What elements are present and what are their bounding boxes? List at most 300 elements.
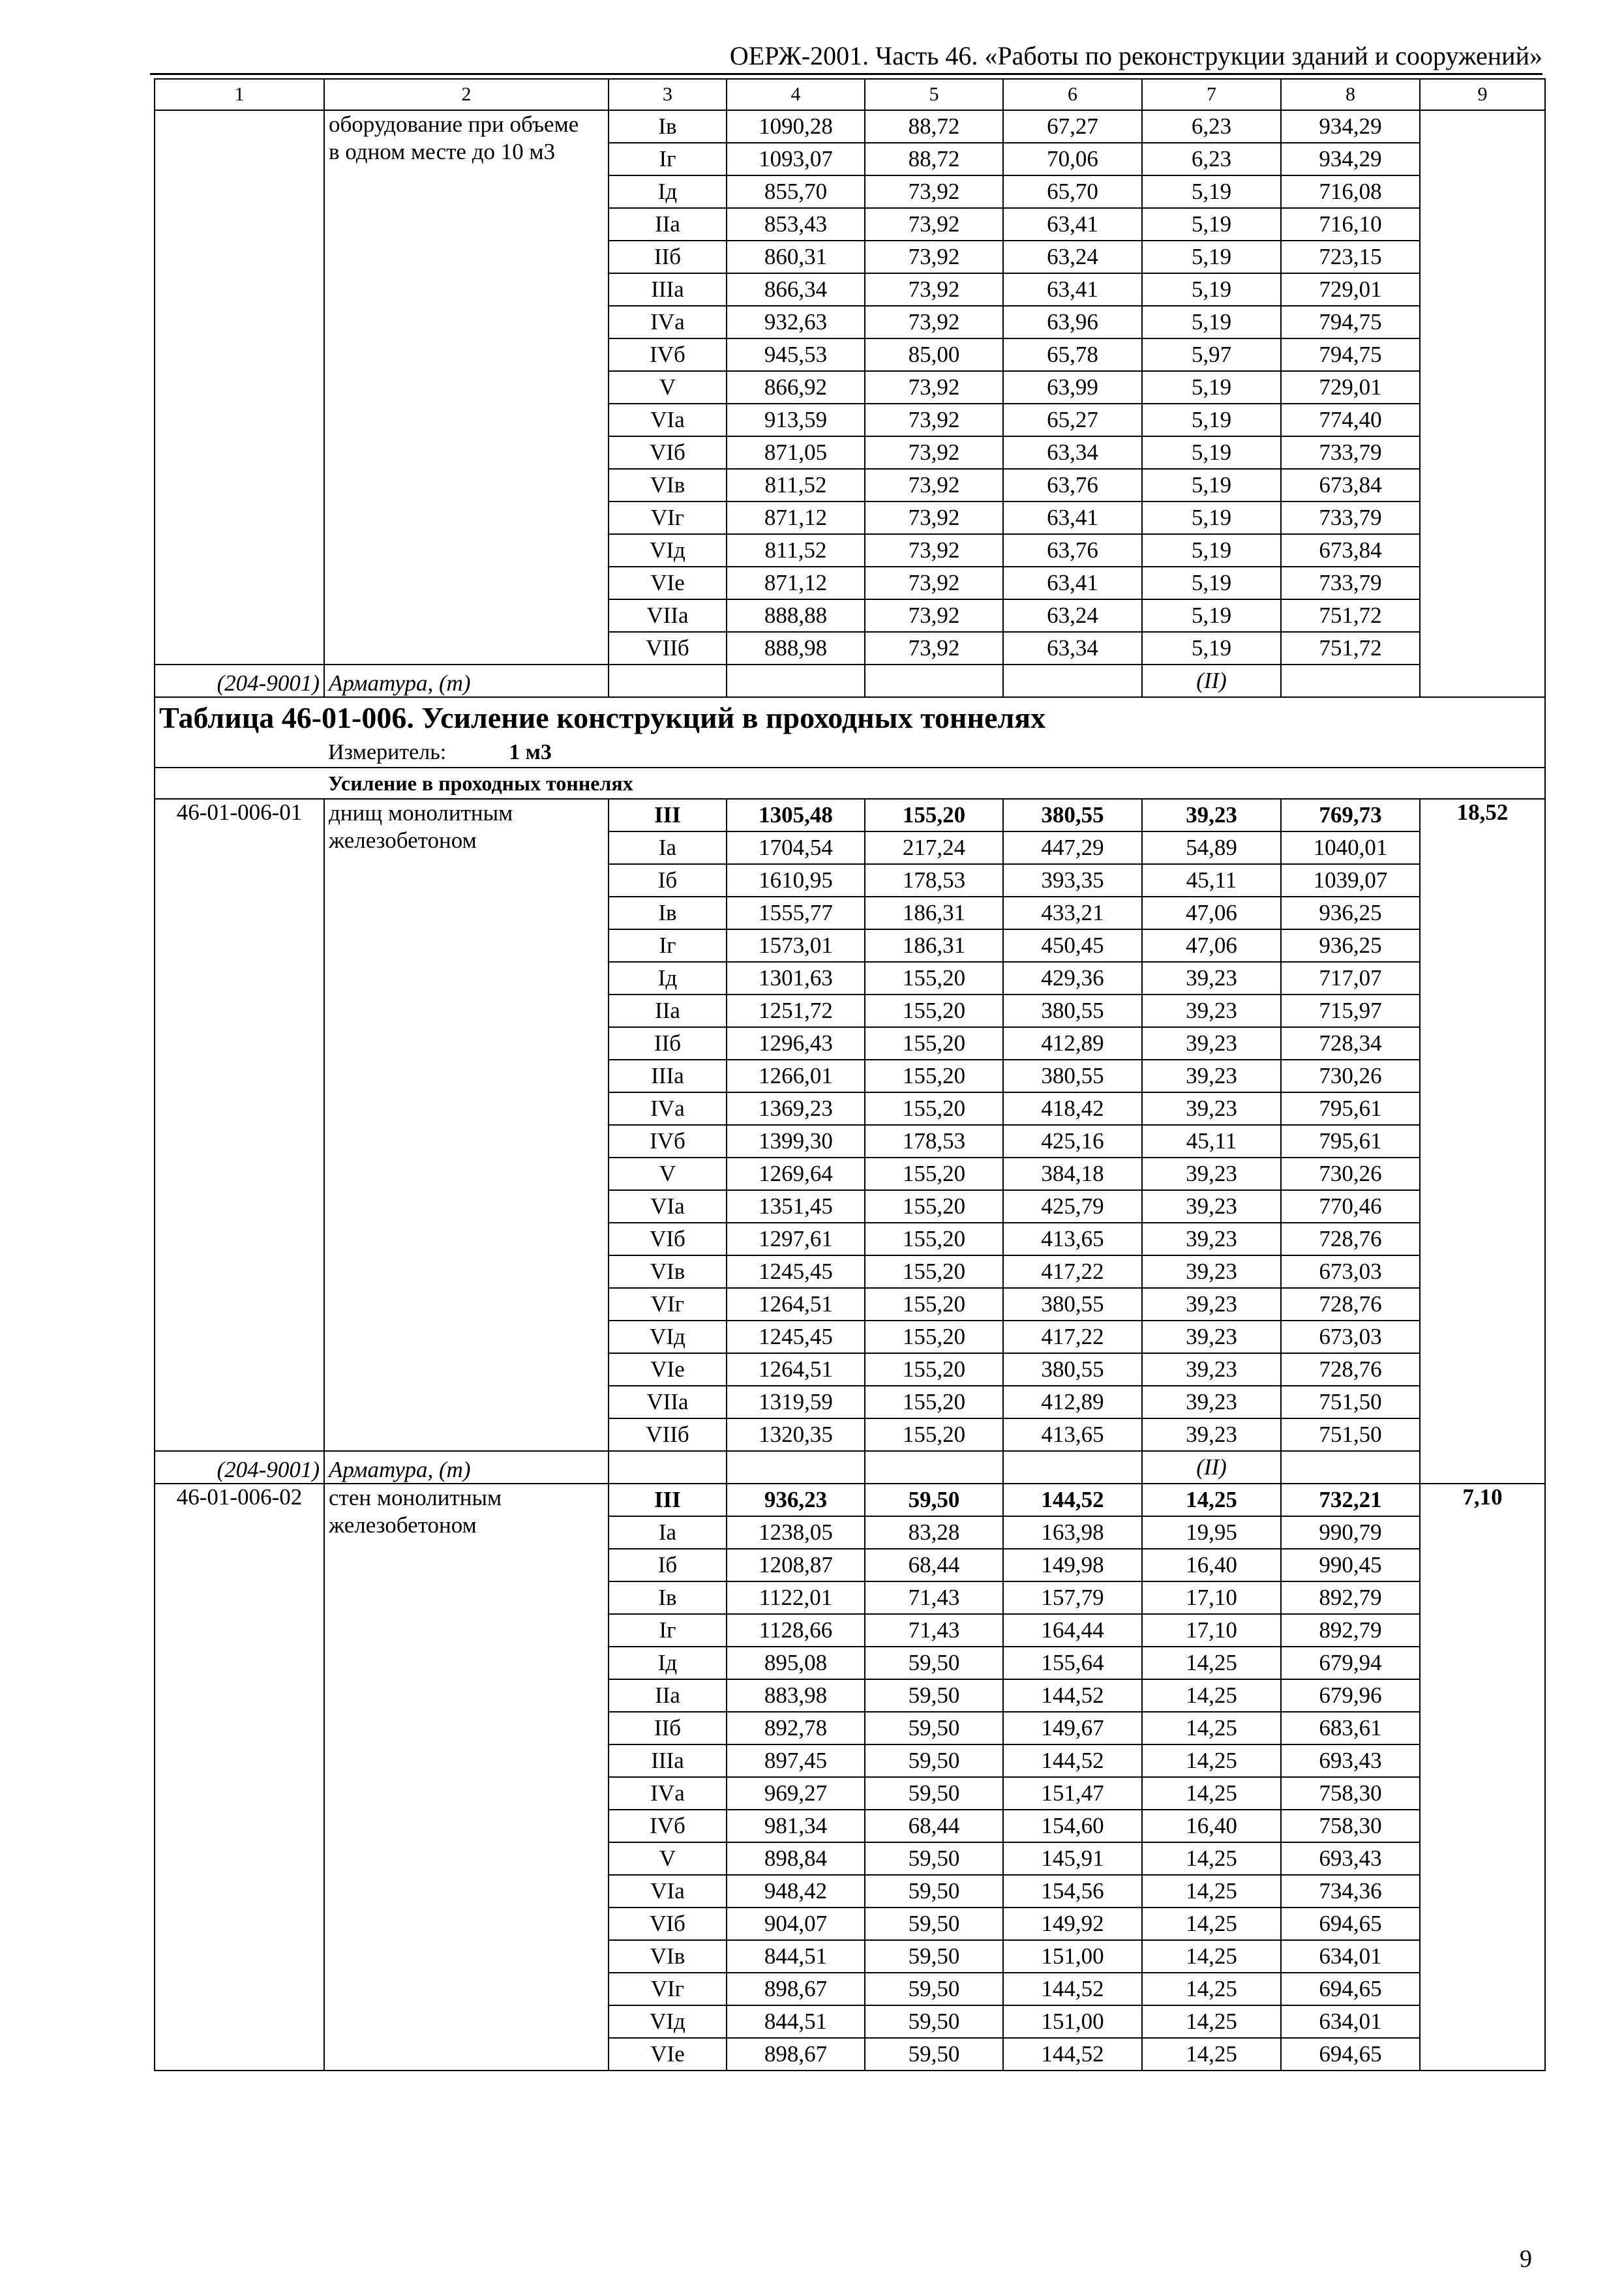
materials: 673,84 [1281, 534, 1420, 567]
machinist-wages: 5,19 [1142, 175, 1281, 208]
materials: 892,79 [1281, 1614, 1420, 1647]
materials: 936,25 [1281, 929, 1420, 962]
wages: 71,43 [865, 1581, 1003, 1614]
machines: 149,67 [1003, 1712, 1142, 1744]
wages: 186,31 [865, 929, 1003, 962]
column-number: 9 [1420, 79, 1545, 110]
wages: 73,92 [865, 175, 1003, 208]
total-cost: 936,23 [727, 1484, 865, 1516]
measure-row [155, 738, 1545, 768]
item-code: 46-01-006-01 [155, 799, 324, 1451]
materials: 683,61 [1281, 1712, 1420, 1744]
materials: 679,96 [1281, 1679, 1420, 1712]
empty-cell [609, 665, 727, 697]
materials: 794,75 [1281, 306, 1420, 338]
zone-code: III [609, 1484, 727, 1516]
total-cost: 1351,45 [727, 1190, 865, 1223]
materials: 729,01 [1281, 273, 1420, 306]
total-cost: 855,70 [727, 175, 865, 208]
machines: 65,27 [1003, 404, 1142, 436]
wages: 217,24 [865, 831, 1003, 864]
materials: 795,61 [1281, 1092, 1420, 1125]
column-number: 8 [1281, 79, 1420, 110]
total-cost: 1128,66 [727, 1614, 865, 1647]
footnote-row [155, 1451, 1545, 1484]
resource-code: (204-9001) [155, 665, 324, 697]
measure-label: Измеритель: [328, 740, 447, 764]
wages: 155,20 [865, 1223, 1003, 1255]
wages: 59,50 [865, 1744, 1003, 1777]
materials: 733,79 [1281, 501, 1420, 534]
zone-code: IIIа [609, 1060, 727, 1092]
machinist-wages: 14,25 [1142, 1973, 1281, 2005]
total-cost: 811,52 [727, 534, 865, 567]
section-row [155, 768, 1545, 799]
wages: 85,00 [865, 338, 1003, 371]
machines: 164,44 [1003, 1614, 1142, 1647]
materials: 770,46 [1281, 1190, 1420, 1223]
machines: 144,52 [1003, 2038, 1142, 2071]
materials: 936,25 [1281, 897, 1420, 929]
zone-code: VIIа [609, 599, 727, 632]
machinist-wages: 5,19 [1142, 567, 1281, 599]
machinist-wages: 39,23 [1142, 1418, 1281, 1451]
machinist-wages: 16,40 [1142, 1810, 1281, 1842]
item-name-line: в одном месте до 10 м3 [329, 139, 556, 164]
table-title-row [155, 697, 1545, 738]
machinist-wages: 5,19 [1142, 208, 1281, 241]
machinist-wages: 5,19 [1142, 599, 1281, 632]
materials: 673,03 [1281, 1321, 1420, 1353]
wages: 155,20 [865, 1060, 1003, 1092]
zone-code: VIд [609, 1321, 727, 1353]
machinist-wages: 39,23 [1142, 1060, 1281, 1092]
column-number: 5 [865, 79, 1003, 110]
zone-code: Iв [609, 110, 727, 143]
section-title: Усиление в проходных тоннелях [324, 768, 1545, 799]
zone-code: VIа [609, 1190, 727, 1223]
machines: 63,34 [1003, 632, 1142, 665]
column-number: 4 [727, 79, 865, 110]
materials: 728,76 [1281, 1353, 1420, 1386]
rates-table-wrapper [154, 78, 1544, 2071]
machines: 429,36 [1003, 962, 1142, 995]
zone-code: VIг [609, 501, 727, 534]
total-cost: 898,84 [727, 1842, 865, 1875]
zone-code: V [609, 1842, 727, 1875]
wages: 59,50 [865, 1484, 1003, 1516]
zone-code: VIб [609, 1908, 727, 1940]
wages: 59,50 [865, 2005, 1003, 2038]
total-cost: 1238,05 [727, 1516, 865, 1549]
machines: 65,78 [1003, 338, 1142, 371]
wages: 155,20 [865, 1418, 1003, 1451]
machinist-wages: 14,25 [1142, 1679, 1281, 1712]
measure-cell [324, 738, 1545, 768]
machinist-wages: 14,25 [1142, 1647, 1281, 1679]
zone-code: IVб [609, 1810, 727, 1842]
item-code-cell [155, 110, 324, 665]
section-spacer [155, 768, 324, 799]
machines: 144,52 [1003, 1679, 1142, 1712]
table-row [155, 110, 1545, 143]
wages: 73,92 [865, 632, 1003, 665]
machines: 154,56 [1003, 1875, 1142, 1908]
machines: 63,41 [1003, 501, 1142, 534]
machines: 144,52 [1003, 1744, 1142, 1777]
zone-code: VIа [609, 1875, 727, 1908]
zone-code: VIг [609, 1973, 727, 2005]
zone-code: VIд [609, 534, 727, 567]
total-cost: 895,08 [727, 1647, 865, 1679]
machinist-wages: 39,23 [1142, 1255, 1281, 1288]
total-cost: 1245,45 [727, 1255, 865, 1288]
zone-code: IVа [609, 1777, 727, 1810]
total-cost: 1399,30 [727, 1125, 865, 1158]
machinist-wages: 45,11 [1142, 1125, 1281, 1158]
total-cost: 969,27 [727, 1777, 865, 1810]
machinist-wages: 5,19 [1142, 436, 1281, 469]
total-cost: 1251,72 [727, 995, 865, 1027]
total-cost: 1320,35 [727, 1418, 865, 1451]
machinist-wages: 14,25 [1142, 2005, 1281, 2038]
total-cost: 844,51 [727, 2005, 865, 2038]
item-name-line: железобетоном [329, 828, 477, 853]
materials: 716,10 [1281, 208, 1420, 241]
wages: 155,20 [865, 995, 1003, 1027]
empty-cell [727, 665, 865, 697]
resource-class: (II) [1142, 665, 1281, 697]
labor-cost: 7,10 [1420, 1484, 1545, 2071]
total-cost: 1610,95 [727, 864, 865, 897]
wages: 155,20 [865, 1321, 1003, 1353]
wages: 73,92 [865, 436, 1003, 469]
zone-code: V [609, 1158, 727, 1190]
machines: 155,64 [1003, 1647, 1142, 1679]
wages: 155,20 [865, 1027, 1003, 1060]
total-cost: 898,67 [727, 2038, 865, 2071]
machines: 380,55 [1003, 1060, 1142, 1092]
empty-cell [865, 665, 1003, 697]
wages: 155,20 [865, 1158, 1003, 1190]
machinist-wages: 14,25 [1142, 1875, 1281, 1908]
machines: 63,41 [1003, 567, 1142, 599]
total-cost: 1208,87 [727, 1549, 865, 1581]
item-code: 46-01-006-02 [155, 1484, 324, 2071]
machines: 70,06 [1003, 143, 1142, 175]
materials: 751,50 [1281, 1386, 1420, 1418]
labor-cost: 18,52 [1420, 799, 1545, 1484]
zone-code: IVа [609, 306, 727, 338]
materials: 733,79 [1281, 567, 1420, 599]
wages: 59,50 [865, 1679, 1003, 1712]
wages: 73,92 [865, 306, 1003, 338]
zone-code: IIб [609, 1712, 727, 1744]
column-number: 1 [155, 79, 324, 110]
zone-code: III [609, 799, 727, 831]
machinist-wages: 14,25 [1142, 1744, 1281, 1777]
total-cost: 1301,63 [727, 962, 865, 995]
materials: 990,45 [1281, 1549, 1420, 1581]
total-cost: 871,12 [727, 501, 865, 534]
machinist-wages: 39,23 [1142, 1092, 1281, 1125]
wages: 88,72 [865, 110, 1003, 143]
machines: 63,41 [1003, 208, 1142, 241]
wages: 155,20 [865, 1190, 1003, 1223]
total-cost: 948,42 [727, 1875, 865, 1908]
machines: 63,76 [1003, 469, 1142, 501]
zone-code: Iб [609, 864, 727, 897]
zone-code: VIг [609, 1288, 727, 1321]
measure-value: 1 м3 [509, 740, 552, 764]
item-name [324, 1484, 609, 2071]
total-cost: 844,51 [727, 1940, 865, 1973]
machinist-wages: 5,19 [1142, 501, 1281, 534]
wages: 88,72 [865, 143, 1003, 175]
total-cost: 888,88 [727, 599, 865, 632]
machines: 157,79 [1003, 1581, 1142, 1614]
total-cost: 1296,43 [727, 1027, 865, 1060]
materials: 728,76 [1281, 1223, 1420, 1255]
zone-code: Iг [609, 929, 727, 962]
wages: 59,50 [865, 1842, 1003, 1875]
machines: 63,99 [1003, 371, 1142, 404]
machines: 63,96 [1003, 306, 1142, 338]
zone-code: VIв [609, 1255, 727, 1288]
materials: 634,01 [1281, 1940, 1420, 1973]
machinist-wages: 14,25 [1142, 1712, 1281, 1744]
materials: 715,97 [1281, 995, 1420, 1027]
zone-code: IVб [609, 338, 727, 371]
materials: 751,50 [1281, 1418, 1420, 1451]
column-number: 3 [609, 79, 727, 110]
machinist-wages: 39,23 [1142, 995, 1281, 1027]
machinist-wages: 5,97 [1142, 338, 1281, 371]
machinist-wages: 5,19 [1142, 306, 1281, 338]
machinist-wages: 17,10 [1142, 1614, 1281, 1647]
total-cost: 811,52 [727, 469, 865, 501]
materials: 758,30 [1281, 1777, 1420, 1810]
resource-value [1420, 110, 1545, 697]
machinist-wages: 5,19 [1142, 404, 1281, 436]
zone-code: VIб [609, 1223, 727, 1255]
machinist-wages: 5,19 [1142, 534, 1281, 567]
machinist-wages: 39,23 [1142, 1321, 1281, 1353]
page-header: ОЕРЖ-2001. Часть 46. «Работы по реконструкции зданий и сооружений» [729, 41, 1542, 70]
total-cost: 1264,51 [727, 1353, 865, 1386]
machines: 425,79 [1003, 1190, 1142, 1223]
materials: 758,30 [1281, 1810, 1420, 1842]
machinist-wages: 6,23 [1142, 143, 1281, 175]
wages: 73,92 [865, 599, 1003, 632]
table-title: Таблица 46-01-006. Усиление конструкций в проходных тоннелях [155, 697, 1545, 738]
wages: 59,50 [865, 1973, 1003, 2005]
machinist-wages: 39,23 [1142, 1223, 1281, 1255]
materials: 673,03 [1281, 1255, 1420, 1288]
machinist-wages: 19,95 [1142, 1516, 1281, 1549]
materials: 728,76 [1281, 1288, 1420, 1321]
zone-code: VIа [609, 404, 727, 436]
total-cost: 1266,01 [727, 1060, 865, 1092]
machinist-wages: 16,40 [1142, 1549, 1281, 1581]
materials: 730,26 [1281, 1060, 1420, 1092]
materials: 751,72 [1281, 632, 1420, 665]
wages: 83,28 [865, 1516, 1003, 1549]
machinist-wages: 14,25 [1142, 1940, 1281, 1973]
resource-code: (204-9001) [155, 1451, 324, 1484]
wages: 155,20 [865, 1092, 1003, 1125]
wages: 68,44 [865, 1810, 1003, 1842]
machines: 380,55 [1003, 1353, 1142, 1386]
total-cost: 866,34 [727, 273, 865, 306]
column-number: 7 [1142, 79, 1281, 110]
item-name-line: оборудование при объеме [329, 112, 579, 137]
machinist-wages: 45,11 [1142, 864, 1281, 897]
empty-cell [1003, 1451, 1142, 1484]
wages: 155,20 [865, 1386, 1003, 1418]
total-cost: 1704,54 [727, 831, 865, 864]
zone-code: VIб [609, 436, 727, 469]
wages: 178,53 [865, 864, 1003, 897]
machines: 447,29 [1003, 831, 1142, 864]
total-cost: 1369,23 [727, 1092, 865, 1125]
total-cost: 945,53 [727, 338, 865, 371]
empty-cell [1003, 665, 1142, 697]
page-number: 9 [1520, 2245, 1532, 2273]
item-name-line: железобетоном [329, 1512, 477, 1538]
resource-name: Арматура, (т) [324, 1451, 609, 1484]
total-cost: 883,98 [727, 1679, 865, 1712]
total-cost: 1122,01 [727, 1581, 865, 1614]
zone-code: VIе [609, 567, 727, 599]
machines: 163,98 [1003, 1516, 1142, 1549]
machinist-wages: 39,23 [1142, 1288, 1281, 1321]
zone-code: IIа [609, 1679, 727, 1712]
zone-code: IIIа [609, 273, 727, 306]
materials: 723,15 [1281, 241, 1420, 273]
item-name [324, 799, 609, 1451]
machinist-wages: 39,23 [1142, 799, 1281, 831]
wages: 68,44 [865, 1549, 1003, 1581]
zone-code: IVа [609, 1092, 727, 1125]
materials: 934,29 [1281, 110, 1420, 143]
machinist-wages: 14,25 [1142, 1842, 1281, 1875]
machinist-wages: 39,23 [1142, 1190, 1281, 1223]
machinist-wages: 5,19 [1142, 469, 1281, 501]
total-cost: 1245,45 [727, 1321, 865, 1353]
total-cost: 871,12 [727, 567, 865, 599]
zone-code: VIв [609, 469, 727, 501]
column-number: 2 [324, 79, 609, 110]
machinist-wages: 14,25 [1142, 1484, 1281, 1516]
empty-cell [727, 1451, 865, 1484]
machinist-wages: 5,19 [1142, 632, 1281, 665]
wages: 186,31 [865, 897, 1003, 929]
machines: 63,76 [1003, 534, 1142, 567]
machinist-wages: 5,19 [1142, 273, 1281, 306]
header-rule [150, 73, 1542, 75]
machines: 412,89 [1003, 1027, 1142, 1060]
total-cost: 898,67 [727, 1973, 865, 2005]
measure-spacer [155, 738, 324, 768]
machines: 384,18 [1003, 1158, 1142, 1190]
zone-code: Iд [609, 1647, 727, 1679]
total-cost: 871,05 [727, 436, 865, 469]
machines: 144,52 [1003, 1484, 1142, 1516]
total-cost: 853,43 [727, 208, 865, 241]
wages: 73,92 [865, 208, 1003, 241]
machinist-wages: 47,06 [1142, 897, 1281, 929]
machinist-wages: 6,23 [1142, 110, 1281, 143]
machinist-wages: 17,10 [1142, 1581, 1281, 1614]
wages: 73,92 [865, 534, 1003, 567]
machines: 63,41 [1003, 273, 1142, 306]
wages: 178,53 [865, 1125, 1003, 1158]
machines: 413,65 [1003, 1223, 1142, 1255]
wages: 71,43 [865, 1614, 1003, 1647]
total-cost: 1297,61 [727, 1223, 865, 1255]
machines: 149,92 [1003, 1908, 1142, 1940]
materials: 734,36 [1281, 1875, 1420, 1908]
zone-code: Iб [609, 1549, 727, 1581]
materials: 990,79 [1281, 1516, 1420, 1549]
machines: 433,21 [1003, 897, 1142, 929]
materials: 769,73 [1281, 799, 1420, 831]
machines: 393,35 [1003, 864, 1142, 897]
materials: 693,43 [1281, 1744, 1420, 1777]
wages: 73,92 [865, 501, 1003, 534]
wages: 73,92 [865, 241, 1003, 273]
zone-code: IIб [609, 1027, 727, 1060]
machinist-wages: 39,23 [1142, 962, 1281, 995]
machines: 145,91 [1003, 1842, 1142, 1875]
zone-code: VIIа [609, 1386, 727, 1418]
machines: 151,00 [1003, 1940, 1142, 1973]
machines: 63,24 [1003, 241, 1142, 273]
machines: 380,55 [1003, 1288, 1142, 1321]
machines: 151,00 [1003, 2005, 1142, 2038]
resource-class: (II) [1142, 1451, 1281, 1484]
machines: 144,52 [1003, 1973, 1142, 2005]
machines: 65,70 [1003, 175, 1142, 208]
zone-code: IIа [609, 995, 727, 1027]
machinist-wages: 54,89 [1142, 831, 1281, 864]
wages: 155,20 [865, 1288, 1003, 1321]
materials: 1040,01 [1281, 831, 1420, 864]
wages: 73,92 [865, 404, 1003, 436]
machines: 63,24 [1003, 599, 1142, 632]
zone-code: VIIб [609, 632, 727, 665]
machines: 149,98 [1003, 1549, 1142, 1581]
wages: 59,50 [865, 1712, 1003, 1744]
machinist-wages: 14,25 [1142, 1777, 1281, 1810]
wages: 73,92 [865, 469, 1003, 501]
wages: 59,50 [865, 1908, 1003, 1940]
wages: 155,20 [865, 1255, 1003, 1288]
wages: 59,50 [865, 1777, 1003, 1810]
zone-code: Iа [609, 831, 727, 864]
zone-code: Iв [609, 1581, 727, 1614]
total-cost: 866,92 [727, 371, 865, 404]
zone-code: VIе [609, 1353, 727, 1386]
materials: 774,40 [1281, 404, 1420, 436]
machines: 154,60 [1003, 1810, 1142, 1842]
machines: 417,22 [1003, 1255, 1142, 1288]
machinist-wages: 39,23 [1142, 1353, 1281, 1386]
machines: 413,65 [1003, 1418, 1142, 1451]
wages: 59,50 [865, 2038, 1003, 2071]
total-cost: 1555,77 [727, 897, 865, 929]
